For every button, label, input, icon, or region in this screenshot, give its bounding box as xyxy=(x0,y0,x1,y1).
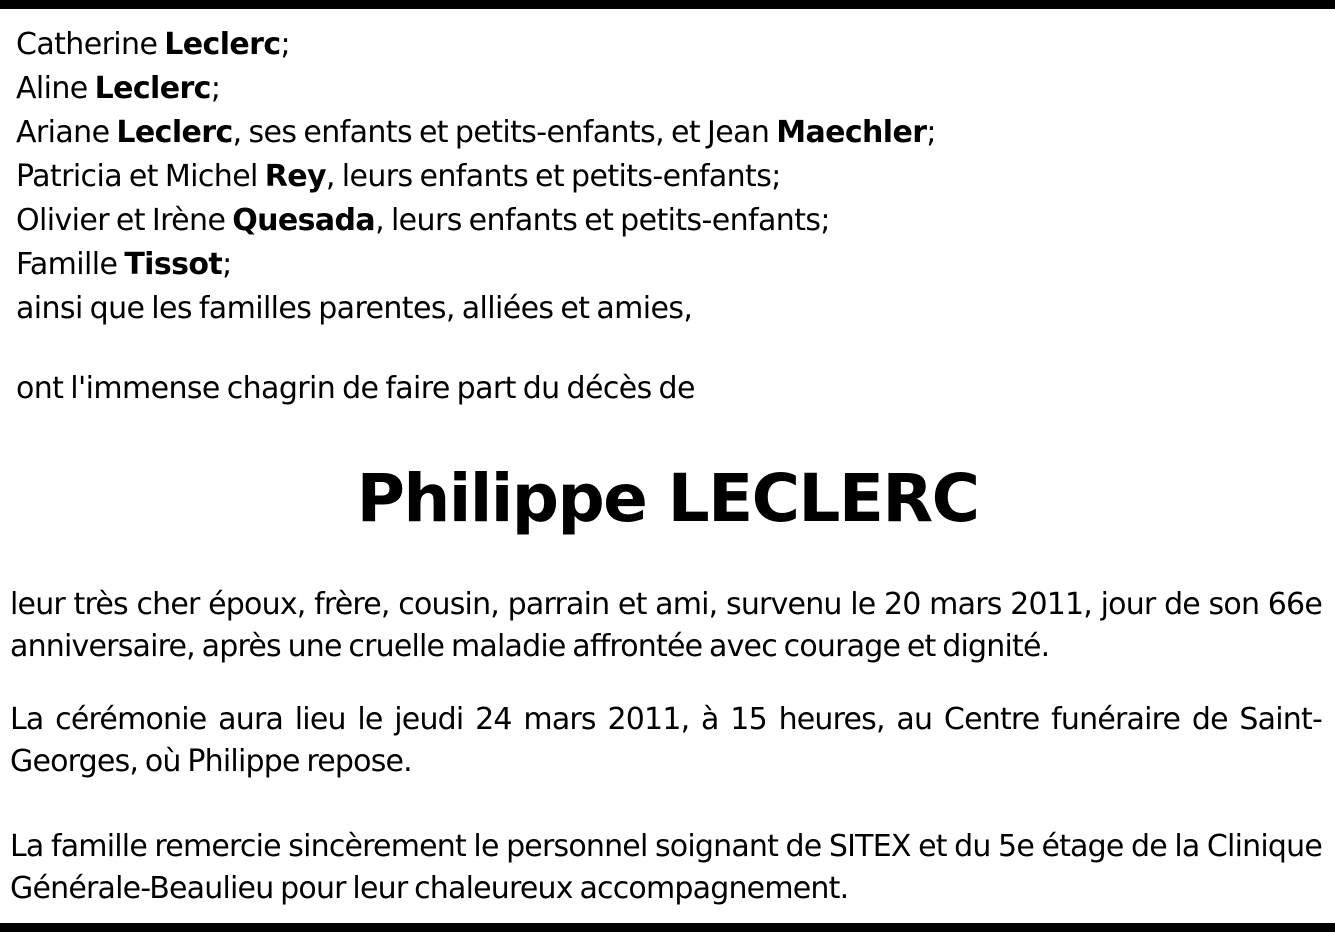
family-line xyxy=(16,199,1316,243)
family-surname: Quesada xyxy=(232,203,376,238)
family-surname: Rey xyxy=(264,159,326,194)
family-line xyxy=(16,243,1316,287)
family-given-names: Famille xyxy=(16,247,125,282)
thanks-paragraph: La famille remercie sincèrement le personnel soignant de SITEX et du 5e étage de la Clinique Générale-Beaulieu pour leur chaleureux accompagnement. xyxy=(10,829,1322,906)
family-line-rest: ; xyxy=(280,27,291,62)
family-line-rest: ; xyxy=(210,71,221,106)
bottom-border-rule xyxy=(0,923,1335,932)
family-line xyxy=(16,155,1316,199)
family-line-rest: , leurs enfants et petits-enfants; xyxy=(375,203,830,238)
family-given-names: ainsi que les familles parentes, alliées et amies, xyxy=(16,291,693,326)
deceased-name: Philippe LECLERC xyxy=(356,460,979,537)
family-line xyxy=(16,23,1316,67)
family-surname: Leclerc xyxy=(116,115,233,150)
family-given-names: Ariane xyxy=(16,115,117,150)
family-given-names: Patricia et Michel xyxy=(16,159,265,194)
family-given-names: Aline xyxy=(16,71,95,106)
family-surname: Leclerc xyxy=(164,27,281,62)
family-surname: Tissot xyxy=(124,247,223,282)
tribute-paragraph: leur très cher époux, frère, cousin, parrain et ami, survenu le 20 mars 2011, jour de son 66e anniversaire, après une cruelle maladie affrontée avec courage et dignité. xyxy=(10,587,1322,664)
family-line-rest: , leurs enfants et petits-enfants; xyxy=(325,159,781,194)
family-line xyxy=(16,287,1316,331)
family-line-rest: ; xyxy=(926,115,936,150)
announcement-intro: ont l'immense chagrin de faire part du décès de xyxy=(16,371,695,406)
top-border-rule xyxy=(0,0,1335,9)
family-surname: Maechler xyxy=(776,115,927,150)
family-line-rest: ; xyxy=(222,247,232,282)
family-line xyxy=(16,111,1316,155)
family-surname: Leclerc xyxy=(94,71,211,106)
family-given-names: Olivier et Irène xyxy=(16,203,233,238)
family-line-rest: , ses enfants et petits-enfants, et Jean xyxy=(232,115,777,150)
family-given-names: Catherine xyxy=(16,27,165,62)
family-list xyxy=(16,23,1316,331)
ceremony-paragraph: La cérémonie aura lieu le jeudi 24 mars 2011, à 15 heures, au Centre funéraire de Saint-Georges, où Philippe repose. xyxy=(10,702,1322,779)
family-line xyxy=(16,67,1316,111)
